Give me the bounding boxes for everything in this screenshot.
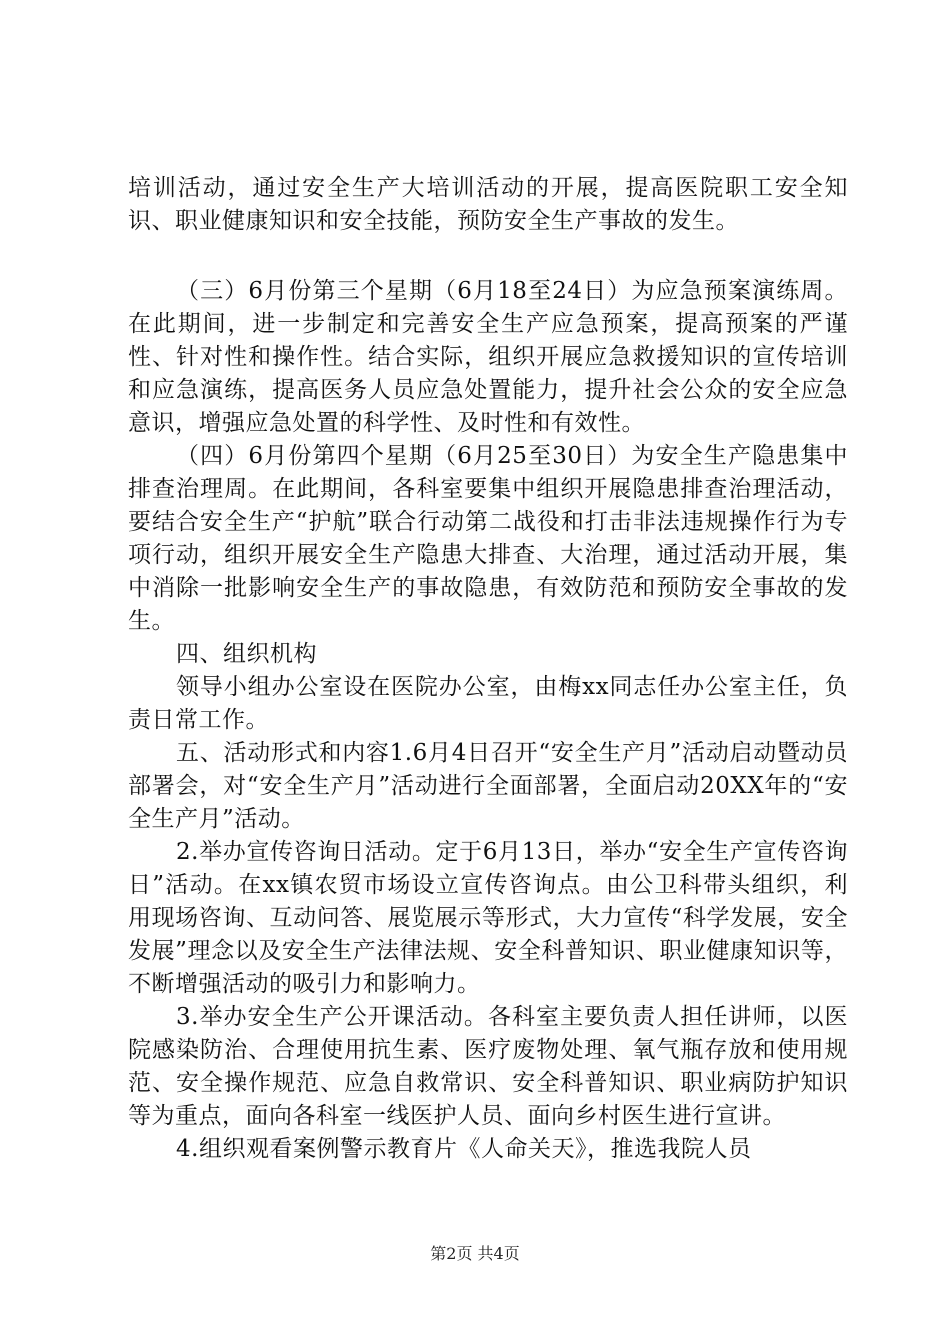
section-heading-organization: 四、组织机构 [176,641,317,667]
paragraph-warning-film: 4.组织观看案例警示教育片《人命关天》，推选我院人员 [176,1136,752,1162]
paragraph-week-three: （三）6月份第三个星期（6月18至24日）为应急预案演练周。在此期间，进一步制定和完善安全生产应急预案，提高预案的严谨性、针对性和操作性。结合实际，组织开展应急救援知识的宣传培训和应急演练，提高医务人员应急处置能力，提升社会公众的安全应急意识，增强应急处置的科学性、及时性和有效性。 [128,278,848,436]
document-body [128,172,848,1166]
paragraph-week-four: （四）6月份第四个星期（6月25至30日）为安全生产隐患集中排查治理周。在此期间，各科室要集中组织开展隐患排查治理活动，要结合安全生产“护航”联合行动第二战役和打击非法违规操作行为专项行动，组织开展安全生产隐患大排查、大治理，通过活动开展，集中消除一批影响安全生产的事故隐患，有效防范和预防安全事故的发生。 [128,443,848,634]
paragraph-consulting-day: 2.举办宣传咨询日活动。定于6月13日，举办“安全生产宣传咨询日”活动。在xx镇农贸市场设立宣传咨询点。由公卫科带头组织，利用现场咨询、互动问答、展览展示等形式，大力宣传“科学发展，安全发展”理念以及安全生产法律法规、安全科普知识、职业健康知识等，不断增强活动的吸引力和影响力。 [128,839,848,997]
paragraph-activity-forms: 五、活动形式和内容1.6月4日召开“安全生产月”活动启动暨动员部署会，对“安全生产月”活动进行全面部署，全面启动20XX年的“安全生产月”活动。 [128,740,848,832]
paragraph-open-class: 3.举办安全生产公开课活动。各科室主要负责人担任讲师，以医院感染防治、合理使用抗生素、医疗废物处理、氧气瓶存放和使用规范、安全操作规范、应急自救常识、安全科普知识、职业病防护知识等为重点，面向各科室一线医护人员、面向乡村医生进行宣讲。 [128,1004,848,1129]
page-footer: 第2页 共4页 [430,1244,520,1263]
paragraph-office: 领导小组办公室设在医院办公室，由梅xx同志任办公室主任，负责日常工作。 [128,674,848,733]
paragraph-training-continued: 培训活动，通过安全生产大培训活动的开展，提高医院职工安全知识、职业健康知识和安全技能，预防安全生产事故的发生。 [128,175,848,234]
